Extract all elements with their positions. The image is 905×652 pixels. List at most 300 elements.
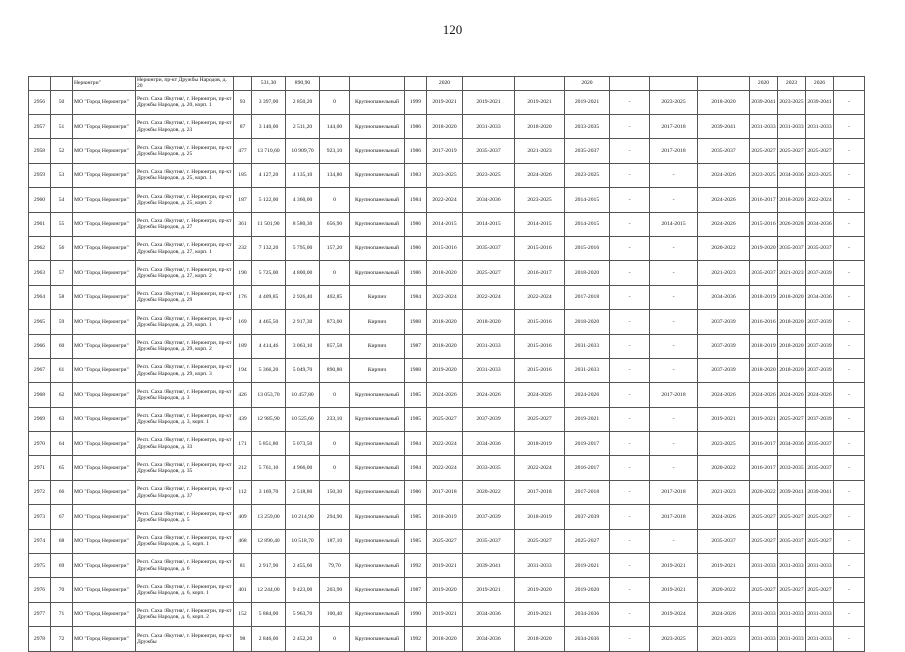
table-cell: 1984 (405, 432, 427, 456)
table-cell: 5 884,00 (252, 602, 286, 626)
table-cell: 2019-2020 (565, 578, 610, 602)
table-cell: МО "Город Нерюнгри" (73, 261, 136, 285)
table-cell: 2017-2018 (565, 285, 610, 309)
table-cell: 2025-2027 (806, 139, 834, 163)
table-cell: МО "Город Нерюнгри" (73, 602, 136, 626)
table-cell: 1987 (405, 578, 427, 602)
table-cell: 401 (234, 578, 252, 602)
table-cell: 2031-2033 (750, 554, 778, 578)
table-cell: 4 409,85 (252, 285, 286, 309)
table-cell: 2022-2024 (427, 285, 463, 309)
table-cell: - (610, 261, 650, 285)
table-row (29, 456, 865, 480)
table-cell: 2034-2036 (463, 432, 515, 456)
table-cell: Крупнопанельный (350, 212, 405, 236)
table-cell: 2031-2033 (750, 602, 778, 626)
table-cell: 2023-2025 (463, 163, 515, 187)
table-row-continued (29, 77, 865, 91)
table-cell: 1986 (405, 212, 427, 236)
table-cell: Респ. Саха /Якутия/, г. Нерюнгри, пр-кт Дружбы Народов, д. 6, корп. 2 (136, 602, 234, 626)
table-row (29, 334, 865, 358)
table-cell: 2037-2039 (806, 358, 834, 382)
table-row (29, 578, 865, 602)
table-cell: Крупнопанельный (350, 114, 405, 138)
table-cell: 2019-2020 (427, 578, 463, 602)
table-cell: 2033-2035 (565, 114, 610, 138)
table-cell: 2031-2033 (806, 554, 834, 578)
table-cell: 8 580,30 (286, 212, 320, 236)
table-cell: 2039-2041 (806, 90, 834, 114)
table-cell: 2031-2033 (778, 602, 806, 626)
table-cell: 2024-2026 (806, 383, 834, 407)
table-cell: 0 (320, 383, 350, 407)
table-cell: 2035-2037 (463, 139, 515, 163)
table-cell: 176 (234, 285, 252, 309)
table-cell: 1985 (405, 529, 427, 553)
table-cell: 1985 (405, 505, 427, 529)
table-cell: 1992 (405, 554, 427, 578)
table-cell: - (610, 285, 650, 309)
table-cell: 2019-2021 (698, 554, 750, 578)
table-cell: 2031-2033 (778, 554, 806, 578)
table-row (29, 90, 865, 114)
table-cell: 2037-2039 (565, 505, 610, 529)
table-cell: 2034-2036 (463, 627, 515, 651)
table-cell: 0 (320, 627, 350, 651)
table-row (29, 114, 865, 138)
table-cell: 55 (51, 212, 73, 236)
table-cell: 2974 (29, 529, 51, 553)
table-cell: 2034-2036 (806, 212, 834, 236)
table-cell: 11 501,90 (252, 212, 286, 236)
table-cell (51, 77, 73, 91)
table-cell (650, 77, 698, 91)
table-cell: 190 (234, 261, 252, 285)
table-cell: Кирпич (350, 285, 405, 309)
table-cell: 2035-2037 (698, 139, 750, 163)
table-cell: МО "Город Нерюнгри" (73, 432, 136, 456)
table-cell: 2016-2017 (750, 188, 778, 212)
table-cell: 531,30 (252, 77, 286, 91)
table-cell: Респ. Саха /Якутия/, г. Нерюнгри, пр-кт Дружбы Народов, д. 25 (136, 139, 234, 163)
table-cell: 2034-2036 (778, 163, 806, 187)
table-cell: 2031-2033 (778, 114, 806, 138)
table-row (29, 310, 865, 334)
table-cell: 2025-2027 (463, 261, 515, 285)
table-cell: 2025-2027 (515, 529, 565, 553)
table-cell: 2025-2027 (427, 407, 463, 431)
table-cell: - (834, 90, 865, 114)
table-row (29, 139, 865, 163)
table-cell: - (834, 334, 865, 358)
table-cell: 1992 (405, 627, 427, 651)
table-cell: - (834, 432, 865, 456)
table-cell: 2957 (29, 114, 51, 138)
table-cell: - (834, 163, 865, 187)
table-cell: 13 710,60 (252, 139, 286, 163)
table-cell: 2024-2026 (698, 212, 750, 236)
table-cell: 2014-2015 (650, 212, 698, 236)
table-cell: 2018-2019 (750, 334, 778, 358)
table-cell (515, 77, 565, 91)
table-cell: 5 761,10 (252, 456, 286, 480)
table-cell: 1988 (405, 310, 427, 334)
table-cell: - (610, 627, 650, 651)
table-cell: 2024-2026 (698, 163, 750, 187)
table-cell: 2959 (29, 163, 51, 187)
table-cell: Респ. Саха /Якутия/, г. Нерюнгри, пр-кт Дружбы Народов, д. 25, корп. 2 (136, 188, 234, 212)
table-cell: 67 (51, 505, 73, 529)
table-cell: 2034-2036 (565, 627, 610, 651)
table-cell: 2024-2026 (698, 602, 750, 626)
table-cell: 2025-2027 (778, 578, 806, 602)
table-cell: 62 (51, 383, 73, 407)
table-cell: 10 909,70 (286, 139, 320, 163)
table-cell: 2031-2033 (565, 358, 610, 382)
page-number: 120 (442, 22, 463, 37)
table-cell: Крупнопанельный (350, 383, 405, 407)
table-cell: 2037-2039 (806, 407, 834, 431)
table-cell: 2024-2026 (565, 383, 610, 407)
table-cell: 2 850,20 (286, 90, 320, 114)
table-cell: 2022-2024 (515, 456, 565, 480)
table-cell: 87 (234, 114, 252, 138)
table-cell: МО "Город Нерюнгри" (73, 358, 136, 382)
table-row (29, 261, 865, 285)
table-cell: 2978 (29, 627, 51, 651)
table-cell (350, 77, 405, 91)
table-cell: МО "Город Нерюнгри" (73, 554, 136, 578)
table-cell (463, 77, 515, 91)
table-cell: 63 (51, 407, 73, 431)
table-cell: 5 963,70 (286, 602, 320, 626)
table-cell: 152 (234, 602, 252, 626)
table-cell: 426 (234, 383, 252, 407)
table-cell: 468 (234, 529, 252, 553)
table-cell: МО "Город Нерюнгри" (73, 139, 136, 163)
table-cell: 5 795,00 (286, 236, 320, 260)
table-cell: 3 140,00 (252, 114, 286, 138)
table-cell: 4 465,50 (252, 310, 286, 334)
table-cell: 2 518,80 (286, 480, 320, 504)
table-cell: 2014-2015 (515, 212, 565, 236)
table-cell: 0 (320, 432, 350, 456)
table-cell: - (650, 188, 698, 212)
table-cell: - (650, 334, 698, 358)
table-cell: 2019-2021 (463, 90, 515, 114)
table-cell: 2022-2024 (427, 188, 463, 212)
table-cell: - (834, 285, 865, 309)
table-cell (29, 77, 51, 91)
table-cell: 4 800,00 (286, 261, 320, 285)
table-cell: - (834, 310, 865, 334)
table-cell: МО "Город Нерюнгри" (73, 212, 136, 236)
table-cell: 5 049,70 (286, 358, 320, 382)
table-row (29, 407, 865, 431)
table-cell: 2018-2020 (427, 114, 463, 138)
table-cell: 2018-2020 (565, 261, 610, 285)
table-cell: МО "Город Нерюнгри" (73, 407, 136, 431)
table-cell: 79,70 (320, 554, 350, 578)
table-cell: - (650, 261, 698, 285)
table-cell: 2977 (29, 602, 51, 626)
table-cell: 656,90 (320, 212, 350, 236)
table-cell: 409 (234, 505, 252, 529)
table-cell: 0 (320, 456, 350, 480)
table-row (29, 627, 865, 651)
table-cell: 13 259,00 (252, 505, 286, 529)
table-cell: Респ. Саха /Якутия/, г. Нерюнгри, пр-кт Дружбы Народов, д. 27, корп. 1 (136, 236, 234, 260)
table-cell: 13 053,70 (252, 383, 286, 407)
table-cell: 1986 (405, 139, 427, 163)
table-cell: 2034-2036 (565, 602, 610, 626)
table-cell: 2035-2037 (806, 236, 834, 260)
table-cell: 2035-2037 (565, 139, 610, 163)
table-cell: 2022-2024 (515, 285, 565, 309)
table-cell: - (834, 114, 865, 138)
table-cell: 12 244,00 (252, 578, 286, 602)
table-cell: 2035-2037 (778, 529, 806, 553)
table-cell: 2031-2033 (515, 554, 565, 578)
table-cell: 68 (51, 529, 73, 553)
table-cell: 2025-2027 (750, 529, 778, 553)
table-cell: 2039-2041 (806, 480, 834, 504)
table-cell: МО "Город Нерюнгри" (73, 310, 136, 334)
table-cell: 2016-2016 (750, 310, 778, 334)
table-cell: 2022-2024 (806, 188, 834, 212)
table-cell: 2015-2016 (515, 358, 565, 382)
table-row (29, 236, 865, 260)
table-cell: - (834, 358, 865, 382)
table-cell: - (610, 358, 650, 382)
table-cell: - (610, 188, 650, 212)
table-cell: Крупнопанельный (350, 602, 405, 626)
table-cell: 144,00 (320, 114, 350, 138)
table-cell: - (834, 407, 865, 431)
table-cell: 2037-2039 (806, 310, 834, 334)
table-cell: МО "Город Нерюнгри" (73, 480, 136, 504)
table-cell: 2024-2026 (778, 383, 806, 407)
table-cell: 5 122,00 (252, 188, 286, 212)
table-cell: 187 (234, 188, 252, 212)
table-cell: 4 360,00 (286, 188, 320, 212)
table-cell: 1986 (405, 261, 427, 285)
table-cell: - (610, 383, 650, 407)
table-cell: 2026 (806, 77, 834, 91)
table-cell: 1986 (405, 114, 427, 138)
table-cell: 1990 (405, 602, 427, 626)
table-cell: 2017-2018 (650, 505, 698, 529)
table-cell: 194 (234, 358, 252, 382)
table-cell: Крупнопанельный (350, 505, 405, 529)
table-cell: 2025-2027 (750, 139, 778, 163)
table-cell: 2021-2023 (698, 480, 750, 504)
table-cell: Респ. Саха /Якутия/, г. Нерюнгри, пр-кт Дружбы Народов, д. 29 (136, 285, 234, 309)
table-cell: - (610, 529, 650, 553)
table-cell: 2966 (29, 334, 51, 358)
table-cell: 2020-2022 (698, 456, 750, 480)
table-cell: Кирпич (350, 358, 405, 382)
table-cell: Крупнопанельный (350, 578, 405, 602)
table-cell: 2018-2019 (427, 505, 463, 529)
table-cell: 54 (51, 188, 73, 212)
table-cell: Кирпич (350, 310, 405, 334)
table-cell: - (834, 261, 865, 285)
table-cell: 58 (51, 285, 73, 309)
table-cell: - (610, 432, 650, 456)
table-cell: 2025-2027 (806, 529, 834, 553)
table-cell: 2037-2039 (806, 334, 834, 358)
table-row (29, 163, 865, 187)
table-cell: Респ. Саха /Якутия/, г. Нерюнгри, пр-кт Дружбы Народов, д. 37 (136, 480, 234, 504)
table-cell: 66 (51, 480, 73, 504)
table-cell: 2019-2021 (427, 90, 463, 114)
table-cell: 98 (234, 627, 252, 651)
table-cell: Крупнопанельный (350, 554, 405, 578)
table-cell: - (650, 163, 698, 187)
table-cell: 2034-2036 (463, 188, 515, 212)
table-cell: 2025-2027 (515, 407, 565, 431)
table-cell: 2020-2022 (698, 578, 750, 602)
table-cell: 2014-2015 (427, 212, 463, 236)
table-cell: 5 725,00 (252, 261, 286, 285)
table-cell: 57 (51, 261, 73, 285)
table-cell: 2034-2036 (806, 285, 834, 309)
table-cell: 2018-2020 (427, 310, 463, 334)
table-cell: Респ. Саха /Якутия/, г. Нерюнгри, пр-кт Дружбы Народов, д. 35 (136, 456, 234, 480)
table-cell: 2 917,30 (286, 310, 320, 334)
table-cell: МО "Город Нерюнгри" (73, 529, 136, 553)
table-cell: - (834, 383, 865, 407)
table-cell: 2035-2037 (750, 261, 778, 285)
table-cell: 2033-2035 (463, 456, 515, 480)
table-cell: - (834, 554, 865, 578)
table-cell: 2018-2020 (778, 334, 806, 358)
table-cell: 157,20 (320, 236, 350, 260)
table-cell: 2019-2017 (565, 432, 610, 456)
table-cell: 2956 (29, 90, 51, 114)
table-cell: 5 851,80 (252, 432, 286, 456)
table-cell: 71 (51, 602, 73, 626)
table-cell: 2020 (565, 77, 610, 91)
table-cell: 4 966,00 (286, 456, 320, 480)
table-cell: - (650, 407, 698, 431)
table-cell: 4 127,20 (252, 163, 286, 187)
table-cell: 2019-2021 (650, 554, 698, 578)
table-cell: 4 135,10 (286, 163, 320, 187)
table-cell: Крупнопанельный (350, 139, 405, 163)
table-cell: 2018-2020 (698, 90, 750, 114)
table-cell: 2024-2026 (515, 383, 565, 407)
table-cell: 2037-2039 (463, 407, 515, 431)
table-cell: 187,10 (320, 529, 350, 553)
table-cell: 2017-2018 (515, 480, 565, 504)
table-cell: 50 (51, 90, 73, 114)
table-cell: 2019-2021 (698, 407, 750, 431)
table-cell: Респ. Саха /Якутия/, г. Нерюнгри, пр-кт Дружбы Народов, д. 29, корп. 3 (136, 358, 234, 382)
table-cell: Респ. Саха /Якутия/, г. Нерюнгри, пр-кт Дружбы Народов, д. 27, корп. 2 (136, 261, 234, 285)
table-cell: 10 525,60 (286, 407, 320, 431)
table-cell: 2021-2023 (698, 261, 750, 285)
table-cell: 2018-2020 (515, 627, 565, 651)
table-cell: МО "Город Нерюнгри" (73, 285, 136, 309)
table-cell: 2018-2019 (515, 505, 565, 529)
table-cell: 2019-2021 (427, 602, 463, 626)
table-cell: 2019-2021 (427, 554, 463, 578)
table-cell: 2023-2025 (427, 163, 463, 187)
table-cell: 2039-2041 (778, 480, 806, 504)
table-cell: 2019-2021 (650, 578, 698, 602)
table-cell: 2024-2026 (698, 505, 750, 529)
table-cell: Нерюнгри, пр-кт Дружбы Народов, д. 20 (136, 77, 234, 91)
table-cell: 2017-2018 (427, 480, 463, 504)
table-cell: 2018-2019 (515, 432, 565, 456)
table-cell: 5 073,50 (286, 432, 320, 456)
table-cell (610, 77, 650, 91)
table-cell: 51 (51, 114, 73, 138)
table-cell: - (834, 212, 865, 236)
table-cell: 2 846,00 (252, 627, 286, 651)
table-cell: 2016-2017 (750, 456, 778, 480)
table-cell: 2021-2023 (515, 139, 565, 163)
table-cell: 2015-2016 (565, 236, 610, 260)
table-cell: 2024-2026 (698, 383, 750, 407)
table-cell: 2014-2015 (565, 188, 610, 212)
table-cell: МО "Город Нерюнгри" (73, 90, 136, 114)
table-cell: 2021-2023 (698, 627, 750, 651)
table-cell: - (610, 90, 650, 114)
table-cell: Респ. Саха /Якутия/, г. Нерюнгри, пр-кт Дружбы (136, 627, 234, 651)
table-cell: 2025-2027 (565, 529, 610, 553)
table-cell: - (610, 602, 650, 626)
table-cell: 12 890,40 (252, 529, 286, 553)
table-cell: 2019-2021 (565, 90, 610, 114)
table-cell: - (610, 505, 650, 529)
table-cell: - (834, 627, 865, 651)
table-cell: 2019-2020 (427, 358, 463, 382)
table-cell: 69 (51, 554, 73, 578)
table-cell: 10 457,80 (286, 383, 320, 407)
table-cell: 3 063,10 (286, 334, 320, 358)
table-cell: МО "Город Нерюнгри" (73, 627, 136, 651)
table-cell: Респ. Саха /Якутия/, г. Нерюнгри, пр-кт Дружбы Народов, д. 20, корп. 1 (136, 90, 234, 114)
table-row (29, 505, 865, 529)
table-cell: 2018-2020 (565, 310, 610, 334)
table-cell (834, 77, 865, 91)
table-cell: Респ. Саха /Якутия/, г. Нерюнгри, пр-кт Дружбы Народов, д. 25, корп. 1 (136, 163, 234, 187)
table-cell: 2962 (29, 236, 51, 260)
table-cell: 2023-2025 (515, 188, 565, 212)
table-cell: 2025-2027 (750, 578, 778, 602)
table-cell: Крупнопанельный (350, 163, 405, 187)
table-cell: 72 (51, 627, 73, 651)
table-cell: 2960 (29, 188, 51, 212)
table-cell: 59 (51, 310, 73, 334)
table-cell: 2035-2037 (698, 529, 750, 553)
table-cell: 0 (320, 261, 350, 285)
table-cell: 2025-2027 (750, 505, 778, 529)
table-cell: - (834, 480, 865, 504)
table-cell: Нерюнгри" (73, 77, 136, 91)
table-cell: 2035-2037 (463, 236, 515, 260)
table-cell: 93 (234, 90, 252, 114)
table-cell: 2018-2019 (750, 285, 778, 309)
table-cell: 2976 (29, 578, 51, 602)
table-row (29, 358, 865, 382)
table-cell: 2018-2020 (778, 285, 806, 309)
table-cell: 2969 (29, 407, 51, 431)
table-cell: 2035-2037 (806, 432, 834, 456)
